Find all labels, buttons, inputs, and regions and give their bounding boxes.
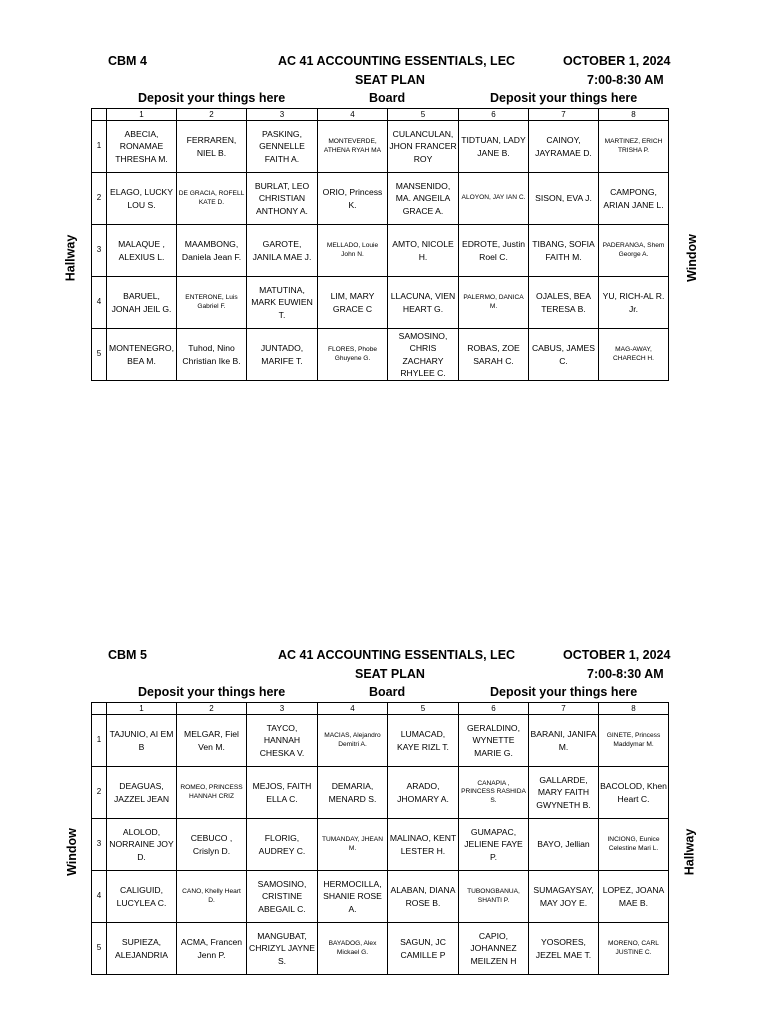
seat-cell: ROMEO, PRINCESS HANNAH CRIZ [177, 767, 247, 819]
seat-row [92, 173, 669, 225]
row-number: 1 [92, 121, 107, 173]
seat-row [92, 871, 669, 923]
seat-cell: CULANCULAN, JHON FRANCER ROY [388, 121, 459, 173]
seat-cell: MALAQUE , ALEXIUS L. [107, 225, 177, 277]
seat-cell: TUBONGBANUA, SHANTI P. [459, 871, 529, 923]
seat-cell: MEJOS, FAITH ELLA C. [247, 767, 318, 819]
exam-date: OCTOBER 1, 2024 [563, 54, 671, 68]
column-number: 3 [247, 109, 318, 121]
section-label: CBM 4 [108, 54, 147, 68]
column-number: 8 [599, 703, 669, 715]
seat-cell: GAROTE, JANILA MAE J. [247, 225, 318, 277]
seat-cell: INCIONG, Eunice Celestine Mari L. [599, 819, 669, 871]
column-number: 1 [107, 703, 177, 715]
seat-cell: MARTINEZ, ERICH TRISHA P. [599, 121, 669, 173]
seat-cell: YU, RICH-AL R. Jr. [599, 277, 669, 329]
seat-cell: ALABAN, DIANA ROSE B. [388, 871, 459, 923]
seat-cell: ORIO, Princess K. [318, 173, 388, 225]
column-number: 4 [318, 109, 388, 121]
seat-cell: PASKING, GENNELLE FAITH A. [247, 121, 318, 173]
seat-cell: ABECIA, RONAMAE THRESHA M. [107, 121, 177, 173]
seat-cell: MALINAO, KENT LESTER H. [388, 819, 459, 871]
seat-cell: CAINOY, JAYRAMAE D. [529, 121, 599, 173]
seat-cell: BARUEL, JONAH JEIL G. [107, 277, 177, 329]
seat-cell: CALIGUID, LUCYLEA C. [107, 871, 177, 923]
seat-plan-title: SEAT PLAN [355, 667, 425, 681]
seat-cell: TIBANG, SOFIA FAITH M. [529, 225, 599, 277]
seat-row [92, 715, 669, 767]
seat-cell: LOPEZ, JOANA MAE B. [599, 871, 669, 923]
seat-cell: MAG-AWAY, CHARECH H. [599, 329, 669, 381]
seat-cell: Tuhod, Nino Christian Ike B. [177, 329, 247, 381]
column-number-row [92, 109, 669, 121]
column-number: 6 [459, 703, 529, 715]
seat-cell: ELAGO, LUCKY LOU S. [107, 173, 177, 225]
seat-row [92, 767, 669, 819]
seat-cell: ACMA, Francen Jenn P. [177, 923, 247, 975]
board-label: Board [369, 685, 406, 699]
seat-cell: ALOYON, JAY IAN C. [459, 173, 529, 225]
seat-cell: MAAMBONG, Daniela Jean F. [177, 225, 247, 277]
seat-cell: MANGUBAT, CHRIZYL JAYNE S. [247, 923, 318, 975]
section-label: CBM 5 [108, 648, 147, 662]
seat-cell: ROBAS, ZOE SARAH C. [459, 329, 529, 381]
seat-cell: LUMACAD, KAYE RIZL T. [388, 715, 459, 767]
exam-time: 7:00-8:30 AM [587, 667, 664, 681]
row-number: 5 [92, 329, 107, 381]
seat-row [92, 277, 669, 329]
seat-cell: EDROTE, Justin Roel C. [459, 225, 529, 277]
column-number: 6 [459, 109, 529, 121]
seat-row [92, 819, 669, 871]
column-number: 8 [599, 109, 669, 121]
column-number: 2 [177, 703, 247, 715]
seat-cell: JUNTADO, MARIFE T. [247, 329, 318, 381]
corner-cell [92, 703, 107, 715]
left-side-label: Window [64, 828, 79, 876]
seat-cell: MANSENIDO, MA. ANGEILA GRACE A. [388, 173, 459, 225]
seat-cell: CAMPONG, ARIAN JANE L. [599, 173, 669, 225]
row-number: 1 [92, 715, 107, 767]
column-number: 4 [318, 703, 388, 715]
column-number-row [92, 703, 669, 715]
seat-cell: MATUTINA, MARK EUWIEN T. [247, 277, 318, 329]
row-number: 4 [92, 277, 107, 329]
board-label: Board [369, 91, 406, 105]
seat-cell: DE GRACIA, ROFELL KATE D. [177, 173, 247, 225]
seat-cell: BAYO, Jellian [529, 819, 599, 871]
seat-cell: ENTERONE, Luis Gabriel F. [177, 277, 247, 329]
seat-cell: FERRAREN, NIEL B. [177, 121, 247, 173]
seat-row [92, 225, 669, 277]
seat-cell: BURLAT, LEO CHRISTIAN ANTHONY A. [247, 173, 318, 225]
seat-cell: GERALDINO, WYNETTE MARIE G. [459, 715, 529, 767]
seat-cell: SAGUN, JC CAMILLE P [388, 923, 459, 975]
seat-cell: MONTEVERDE, ATHENA RYAH MA [318, 121, 388, 173]
seat-cell: SISON, EVA J. [529, 173, 599, 225]
seat-row [92, 121, 669, 173]
row-number: 4 [92, 871, 107, 923]
seat-cell: LIM, MARY GRACE C [318, 277, 388, 329]
deposit-left-label: Deposit your things here [138, 685, 286, 699]
deposit-right-label: Deposit your things here [490, 685, 638, 699]
seat-cell: MONTENEGRO, BEA M. [107, 329, 177, 381]
seat-cell: MACIAS, Alejandro Demitri A. [318, 715, 388, 767]
seat-cell: GUMAPAC, JELIENE FAYE P. [459, 819, 529, 871]
seat-cell: YOSORES, JEZEL MAE T. [529, 923, 599, 975]
seat-cell: ARADO, JHOMARY A. [388, 767, 459, 819]
seat-cell: CABUS, JAMES C. [529, 329, 599, 381]
seat-cell: SUMAGAYSAY, MAY JOY E. [529, 871, 599, 923]
seat-cell: OJALES, BEA TERESA B. [529, 277, 599, 329]
seat-cell: PADERANGA, Shem George A. [599, 225, 669, 277]
course-title: AC 41 ACCOUNTING ESSENTIALS, LEC [278, 54, 516, 68]
seat-cell: FLORIG, AUDREY C. [247, 819, 318, 871]
seat-plan-title: SEAT PLAN [355, 73, 425, 87]
seat-cell: TUMANDAY, JHEAN M. [318, 819, 388, 871]
seat-cell: GALLARDE, MARY FAITH GWYNETH B. [529, 767, 599, 819]
row-number: 2 [92, 173, 107, 225]
corner-cell [92, 109, 107, 121]
seat-cell: FLORES, Phobe Ghuyene G. [318, 329, 388, 381]
seat-cell: PALERMO, DANICA M. [459, 277, 529, 329]
row-number: 3 [92, 225, 107, 277]
right-side-label: Hallway [682, 828, 697, 876]
seat-cell: ALOLOD, NORRAINE JOY D. [107, 819, 177, 871]
column-number: 5 [388, 109, 459, 121]
seat-cell: DEAGUAS, JAZZEL JEAN [107, 767, 177, 819]
seat-cell: TAYCO, HANNAH CHESKA V. [247, 715, 318, 767]
column-number: 5 [388, 703, 459, 715]
seat-cell: BARANI, JANIFA M. [529, 715, 599, 767]
seat-cell: LLACUNA, VIEN HEART G. [388, 277, 459, 329]
seat-cell: MORENO, CARL JUSTINE C. [599, 923, 669, 975]
row-number: 5 [92, 923, 107, 975]
column-number: 1 [107, 109, 177, 121]
seat-cell: HERMOCILLA, SHANIE ROSE A. [318, 871, 388, 923]
course-title: AC 41 ACCOUNTING ESSENTIALS, LEC [278, 648, 516, 662]
seat-cell: SUPIEZA, ALEJANDRIA [107, 923, 177, 975]
right-side-label: Window [684, 234, 699, 282]
column-number: 3 [247, 703, 318, 715]
deposit-right-label: Deposit your things here [490, 91, 638, 105]
seat-cell: CAPIO, JOHANNEZ MEILZEN H [459, 923, 529, 975]
seat-cell: TAJUNIO, AI EM B [107, 715, 177, 767]
seat-cell: BAYADOG, Alex Mickael G. [318, 923, 388, 975]
seat-cell: CEBUCO , Crislyn D. [177, 819, 247, 871]
column-number: 7 [529, 703, 599, 715]
seat-grid [91, 108, 669, 381]
row-number: 2 [92, 767, 107, 819]
seat-row [92, 923, 669, 975]
left-side-label: Hallway [63, 234, 78, 282]
exam-time: 7:00-8:30 AM [587, 73, 664, 87]
seat-cell: CANAPIA , PRINCESS RASHIDA S. [459, 767, 529, 819]
exam-date: OCTOBER 1, 2024 [563, 648, 671, 662]
seat-cell: SAMOSINO, CHRIS ZACHARY RHYLEE C. [388, 329, 459, 381]
column-number: 7 [529, 109, 599, 121]
seat-grid [91, 702, 669, 975]
seat-cell: SAMOSINO, CRISTINE ABEGAIL C. [247, 871, 318, 923]
seat-cell: DEMARIA, MENARD S. [318, 767, 388, 819]
seat-cell: MELGAR, Fiel Ven M. [177, 715, 247, 767]
seat-cell: CANO, Khelly Heart D. [177, 871, 247, 923]
seat-cell: AMTO, NICOLE H. [388, 225, 459, 277]
deposit-left-label: Deposit your things here [138, 91, 286, 105]
seat-cell: MELLADO, Louie John N. [318, 225, 388, 277]
seat-cell: BACOLOD, Khen Heart C. [599, 767, 669, 819]
seat-row [92, 329, 669, 381]
seat-cell: GINETE, Princess Maddymar M. [599, 715, 669, 767]
row-number: 3 [92, 819, 107, 871]
seat-cell: TIDTUAN, LADY JANE B. [459, 121, 529, 173]
column-number: 2 [177, 109, 247, 121]
